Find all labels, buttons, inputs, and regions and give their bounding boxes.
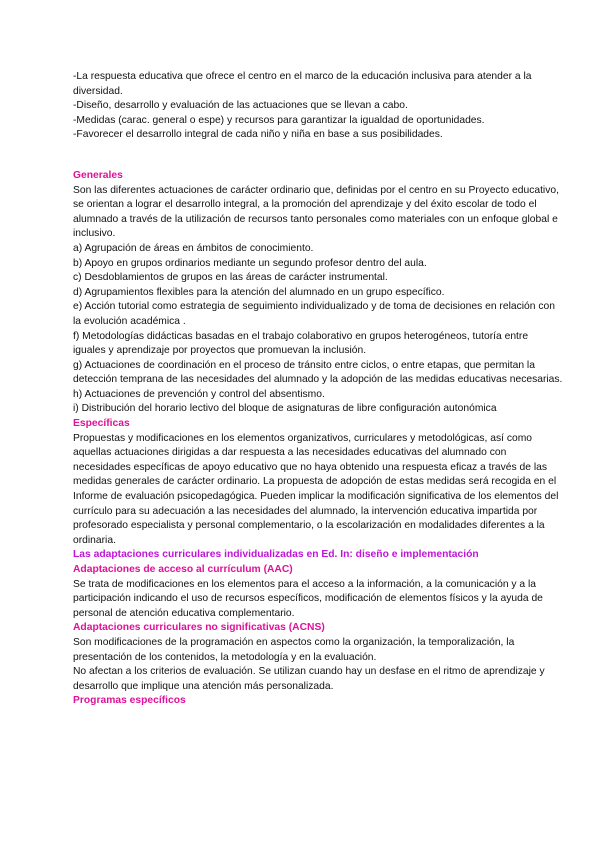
- generales-item: g) Actuaciones de coordinación en el proceso de tránsito entre ciclos, o entre etapas, que permitan la detección temprana de las necesidades del alumnado y la adopción de las medidas educativas necesarias.: [73, 359, 563, 386]
- generales-item: b) Apoyo en grupos ordinarios mediante un segundo profesor dentro del aula.: [73, 257, 427, 269]
- generales-item: h) Actuaciones de prevención y control del absentismo.: [73, 388, 325, 400]
- generales-item: a) Agrupación de áreas en ámbitos de conocimiento.: [73, 242, 314, 254]
- aac-heading: Adaptaciones de acceso al currículum (AAC): [73, 564, 293, 575]
- section-generales: [73, 169, 563, 417]
- generales-heading: Generales: [73, 169, 123, 181]
- section-acns: [73, 621, 563, 694]
- generales-item: i) Distribución del horario lectivo del bloque de asignaturas de libre configuración autonómica: [73, 403, 497, 415]
- intro-line: -Diseño, desarrollo y evaluación de las actuaciones que se llevan a cabo.: [73, 100, 408, 112]
- intro-line: -La respuesta educativa que ofrece el centro en el marco de la educación inclusiva para atender a la diversidad.: [73, 71, 532, 97]
- section-especificas: [73, 417, 563, 548]
- acns-heading: Adaptaciones curriculares no significativas (ACNS): [73, 622, 325, 634]
- programas-heading: Programas específicos: [73, 695, 186, 707]
- generales-item: d) Agrupamientos flexibles para la atención del alumnado en un grupo específico.: [73, 286, 445, 298]
- intro-line: -Favorecer el desarrollo integral de cada niño y niña en base a sus posibilidades.: [73, 129, 443, 141]
- generales-item: c) Desdoblamientos de grupos en las áreas de carácter instrumental.: [73, 272, 388, 284]
- intro-line: -Medidas (carac. general o espe) y recursos para garantizar la igualdad de oportunidades.: [73, 114, 485, 126]
- especificas-heading: Específicas: [73, 418, 130, 430]
- spacer: [73, 143, 563, 169]
- generales-item: e) Acción tutorial como estrategia de seguimiento individualizado y de toma de decisiones en relación con la evolución académica .: [73, 301, 555, 327]
- generales-item: f) Metodologías didácticas basadas en el trabajo colaborativo en grupos heterogéneos, tutoría entre iguales y aprendizaje por proyectos que promuevan la inclusión.: [73, 330, 529, 357]
- acns-body: No afectan a los criterios de evaluación. Se utilizan cuando hay un desfase en el ritmo de aprendizaje y desarrollo que implique una atención más personalizada.: [73, 666, 545, 692]
- intro-list: [73, 70, 563, 143]
- acns-body: Son modificaciones de la programación en aspectos como la organización, la temporalización, la presentación de los contenidos, la metodología y en la evaluación.: [73, 636, 515, 663]
- generales-body: Son las diferentes actuaciones de carácter ordinario que, definidas por el centro en su Proyecto educativo, se orientan a lograr el desarrollo integral, a la promoción del aprendizaje y del éxito escolar de todo el alumnado a través de la utilización de recursos tanto personales como materiales con un enfoque global e inclusivo.: [73, 184, 559, 240]
- especificas-body: Propuestas y modificaciones en los elementos organizativos, curriculares y metodológicas, así como aquellas actuaciones dirigidas a dar respuesta a las necesidades educativas del alumnado con necesidades específicas de apoyo educativo que no haya obtenido una respuesta eficaz a través de las medidas generales de carácter ordinario. La propuesta de adopción de estas medidas será recogida en el Informe de evaluación psicopedagógica. Pueden implicar la modificación significativa de los elementos del currículo para su adecuación a las necesidades del alumnado, la intervención educativa impartida por profesorado especialista y personal complementario, o la escolarización en modalidades diferentes a la ordinaria.: [73, 432, 559, 546]
- aci-heading: Las adaptaciones curriculares individualizadas en Ed. In: diseño e implementación: [73, 549, 479, 561]
- aac-body: Se trata de modificaciones en los elementos para el acceso a la información, a la comunicación y a la participación indicando el uso de recursos específicos, modificación de elementos físicos y la ayuda de personal de atención educativa complementario.: [73, 578, 543, 619]
- section-aac: [73, 563, 563, 621]
- document-page: [73, 70, 563, 709]
